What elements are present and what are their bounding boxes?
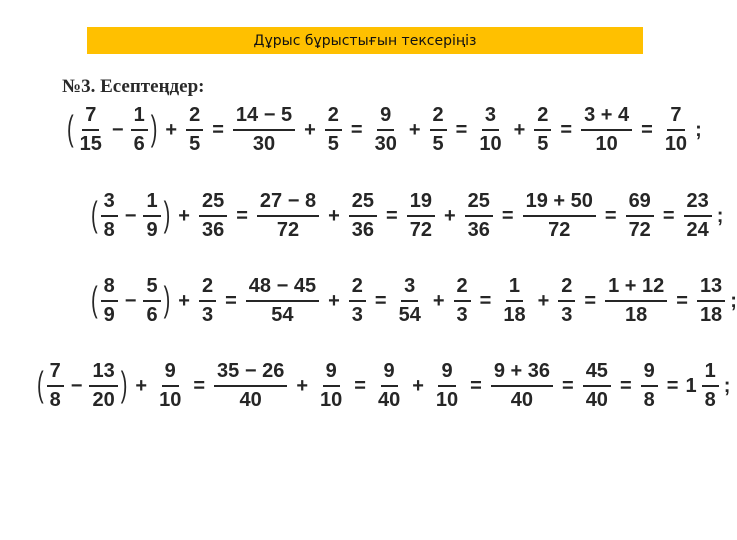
equals-sign: =	[619, 374, 632, 397]
denominator: 30	[252, 133, 276, 155]
numerator: 19 + 50	[523, 190, 596, 217]
denominator: 3	[351, 304, 363, 326]
denominator: 10	[435, 389, 459, 411]
numerator: 9	[438, 360, 455, 387]
plus-sign: +	[165, 118, 178, 141]
equals-sign: =	[470, 374, 482, 397]
plus-sign: +	[328, 204, 340, 227]
numerator: 13	[89, 360, 117, 387]
fraction	[583, 360, 611, 412]
numerator: 9	[641, 360, 658, 387]
fraction	[143, 275, 160, 327]
denominator: 5	[432, 133, 444, 155]
equals-sign: =	[666, 374, 679, 397]
numerator: 25	[199, 190, 227, 217]
equals-sign: =	[455, 118, 468, 141]
denominator: 36	[201, 219, 225, 241]
fraction	[325, 104, 342, 156]
fraction	[375, 360, 403, 412]
denominator: 10	[320, 389, 343, 411]
denominator: 24	[686, 219, 709, 241]
numerator: 48 − 45	[246, 275, 319, 302]
instruction-banner	[87, 27, 643, 54]
equation-row-4	[36, 360, 730, 412]
fraction	[430, 104, 447, 156]
fraction	[214, 360, 287, 412]
equals-sign: =	[479, 289, 492, 312]
fraction	[433, 360, 461, 412]
left-paren: (	[91, 280, 98, 320]
fraction	[246, 275, 319, 327]
plus-sign: +	[135, 374, 148, 397]
fraction	[89, 360, 117, 412]
denominator: 10	[479, 133, 502, 155]
equals-sign: =	[604, 204, 617, 227]
semicolon: ;	[716, 204, 724, 227]
fraction	[697, 275, 725, 327]
numerator: 25	[349, 190, 377, 217]
fraction	[186, 104, 203, 156]
plus-sign: +	[432, 289, 445, 312]
numerator: 3	[482, 104, 499, 131]
numerator: 7	[667, 104, 684, 131]
denominator: 40	[239, 389, 262, 411]
equals-sign: =	[501, 204, 514, 227]
equals-sign: =	[236, 204, 248, 227]
fraction	[317, 360, 345, 412]
numerator: 1	[702, 360, 719, 387]
fraction	[523, 190, 596, 242]
right-paren: )	[150, 109, 158, 149]
fraction	[156, 360, 184, 412]
fraction	[534, 104, 551, 156]
fraction	[143, 190, 160, 242]
fraction	[101, 190, 118, 242]
numerator: 9	[377, 104, 394, 131]
numerator: 8	[101, 275, 118, 302]
fraction	[199, 275, 216, 327]
right-paren: )	[163, 195, 171, 235]
plus-sign: +	[328, 289, 340, 312]
fraction	[558, 275, 575, 327]
equals-sign: =	[676, 289, 688, 312]
plus-sign: +	[412, 374, 424, 397]
denominator: 8	[643, 389, 655, 411]
equals-sign: =	[350, 118, 363, 141]
minus-sign: −	[124, 204, 137, 227]
fraction	[454, 275, 471, 327]
equals-sign: =	[374, 289, 387, 312]
denominator: 36	[351, 219, 375, 241]
semicolon: ;	[695, 118, 702, 141]
numerator: 1	[131, 104, 148, 131]
fraction	[233, 104, 295, 156]
left-paren: (	[91, 195, 98, 235]
equals-sign: =	[641, 118, 653, 141]
numerator: 69	[626, 190, 654, 217]
fraction	[605, 275, 667, 327]
plus-sign: +	[443, 204, 456, 227]
fraction	[702, 360, 719, 412]
denominator: 18	[625, 304, 648, 326]
plus-sign: +	[296, 374, 309, 397]
denominator: 10	[159, 389, 182, 411]
equals-sign: =	[225, 289, 237, 312]
right-paren: )	[120, 365, 128, 405]
numerator: 14 − 5	[233, 104, 295, 131]
fraction	[77, 104, 105, 156]
numerator: 7	[82, 104, 99, 131]
denominator: 5	[537, 133, 549, 155]
denominator: 10	[664, 133, 688, 155]
plus-sign: +	[513, 118, 526, 141]
equals-sign: =	[193, 374, 206, 397]
denominator: 72	[276, 219, 300, 241]
denominator: 72	[409, 219, 432, 241]
equals-sign: =	[562, 374, 574, 397]
equation-row-2	[90, 190, 723, 242]
numerator: 5	[143, 275, 160, 302]
plus-sign: +	[178, 289, 190, 312]
numerator: 9	[323, 360, 340, 387]
fraction	[465, 190, 493, 242]
plus-sign: +	[304, 118, 316, 141]
banner-text: Дұрыс бұрыстығын тексеріңіз	[253, 32, 477, 49]
denominator: 30	[374, 133, 397, 155]
denominator: 18	[503, 304, 526, 326]
plus-sign: +	[408, 118, 421, 141]
fraction	[47, 360, 64, 412]
fraction	[684, 190, 712, 242]
numerator: 2	[430, 104, 447, 131]
numerator: 2	[325, 104, 342, 131]
exercise-heading: №3. Есептеңдер:	[62, 76, 205, 97]
numerator: 1	[506, 275, 523, 302]
fraction	[257, 190, 319, 242]
fraction	[396, 275, 424, 327]
numerator: 2	[558, 275, 575, 302]
denominator: 54	[271, 304, 294, 326]
denominator: 8	[49, 389, 61, 411]
denominator: 20	[92, 389, 115, 411]
numerator: 23	[684, 190, 712, 217]
equation-row-3	[90, 275, 737, 327]
denominator: 36	[467, 219, 490, 241]
mixed-whole-part: 1	[685, 374, 697, 397]
equation-row-1	[66, 104, 702, 156]
fraction	[407, 190, 435, 242]
denominator: 8	[704, 389, 716, 411]
denominator: 72	[628, 219, 651, 241]
denominator: 5	[189, 133, 201, 155]
fraction	[199, 190, 227, 242]
numerator: 2	[534, 104, 551, 131]
fraction	[349, 190, 377, 242]
numerator: 9 + 36	[491, 360, 553, 387]
numerator: 2	[199, 275, 216, 302]
fraction	[131, 104, 148, 156]
left-paren: (	[67, 109, 74, 149]
numerator: 19	[407, 190, 435, 217]
minus-sign: −	[124, 289, 137, 312]
denominator: 40	[510, 389, 534, 411]
numerator: 27 − 8	[257, 190, 319, 217]
fraction	[662, 104, 690, 156]
fraction	[641, 360, 658, 412]
semicolon: ;	[723, 374, 731, 397]
minus-sign: −	[111, 118, 124, 141]
numerator: 1 + 12	[605, 275, 667, 302]
numerator: 25	[465, 190, 493, 217]
denominator: 15	[79, 133, 102, 155]
minus-sign: −	[70, 374, 83, 397]
right-paren: )	[163, 280, 171, 320]
fraction	[101, 275, 118, 327]
semicolon: ;	[730, 289, 737, 312]
numerator: 3 + 4	[581, 104, 632, 131]
numerator: 9	[162, 360, 179, 387]
denominator: 8	[103, 219, 115, 241]
denominator: 3	[561, 304, 573, 326]
denominator: 40	[377, 389, 401, 411]
numerator: 2	[454, 275, 471, 302]
denominator: 10	[595, 133, 618, 155]
denominator: 18	[699, 304, 723, 326]
equals-sign: =	[662, 204, 675, 227]
fraction	[476, 104, 504, 156]
numerator: 35 − 26	[214, 360, 287, 387]
equals-sign: =	[560, 118, 573, 141]
denominator: 54	[398, 304, 421, 326]
numerator: 13	[697, 275, 725, 302]
numerator: 1	[143, 190, 160, 217]
denominator: 9	[146, 219, 158, 241]
numerator: 2	[186, 104, 203, 131]
denominator: 3	[456, 304, 468, 326]
denominator: 40	[585, 389, 608, 411]
denominator: 9	[103, 304, 115, 326]
fraction	[581, 104, 632, 156]
denominator: 6	[146, 304, 158, 326]
numerator: 9	[381, 360, 398, 387]
numerator: 3	[101, 190, 118, 217]
fraction	[349, 275, 366, 327]
numerator: 7	[47, 360, 64, 387]
left-paren: (	[37, 365, 44, 405]
plus-sign: +	[537, 289, 550, 312]
numerator: 3	[401, 275, 418, 302]
fraction	[500, 275, 528, 327]
denominator: 72	[548, 219, 571, 241]
denominator: 5	[327, 133, 339, 155]
equals-sign: =	[386, 204, 398, 227]
equals-sign: =	[212, 118, 224, 141]
equals-sign: =	[584, 289, 597, 312]
denominator: 6	[133, 133, 145, 155]
plus-sign: +	[178, 204, 190, 227]
equals-sign: =	[354, 374, 366, 397]
denominator: 3	[201, 304, 214, 326]
fraction	[491, 360, 553, 412]
numerator: 2	[349, 275, 366, 302]
fraction	[626, 190, 654, 242]
fraction	[372, 104, 400, 156]
numerator: 45	[583, 360, 611, 387]
